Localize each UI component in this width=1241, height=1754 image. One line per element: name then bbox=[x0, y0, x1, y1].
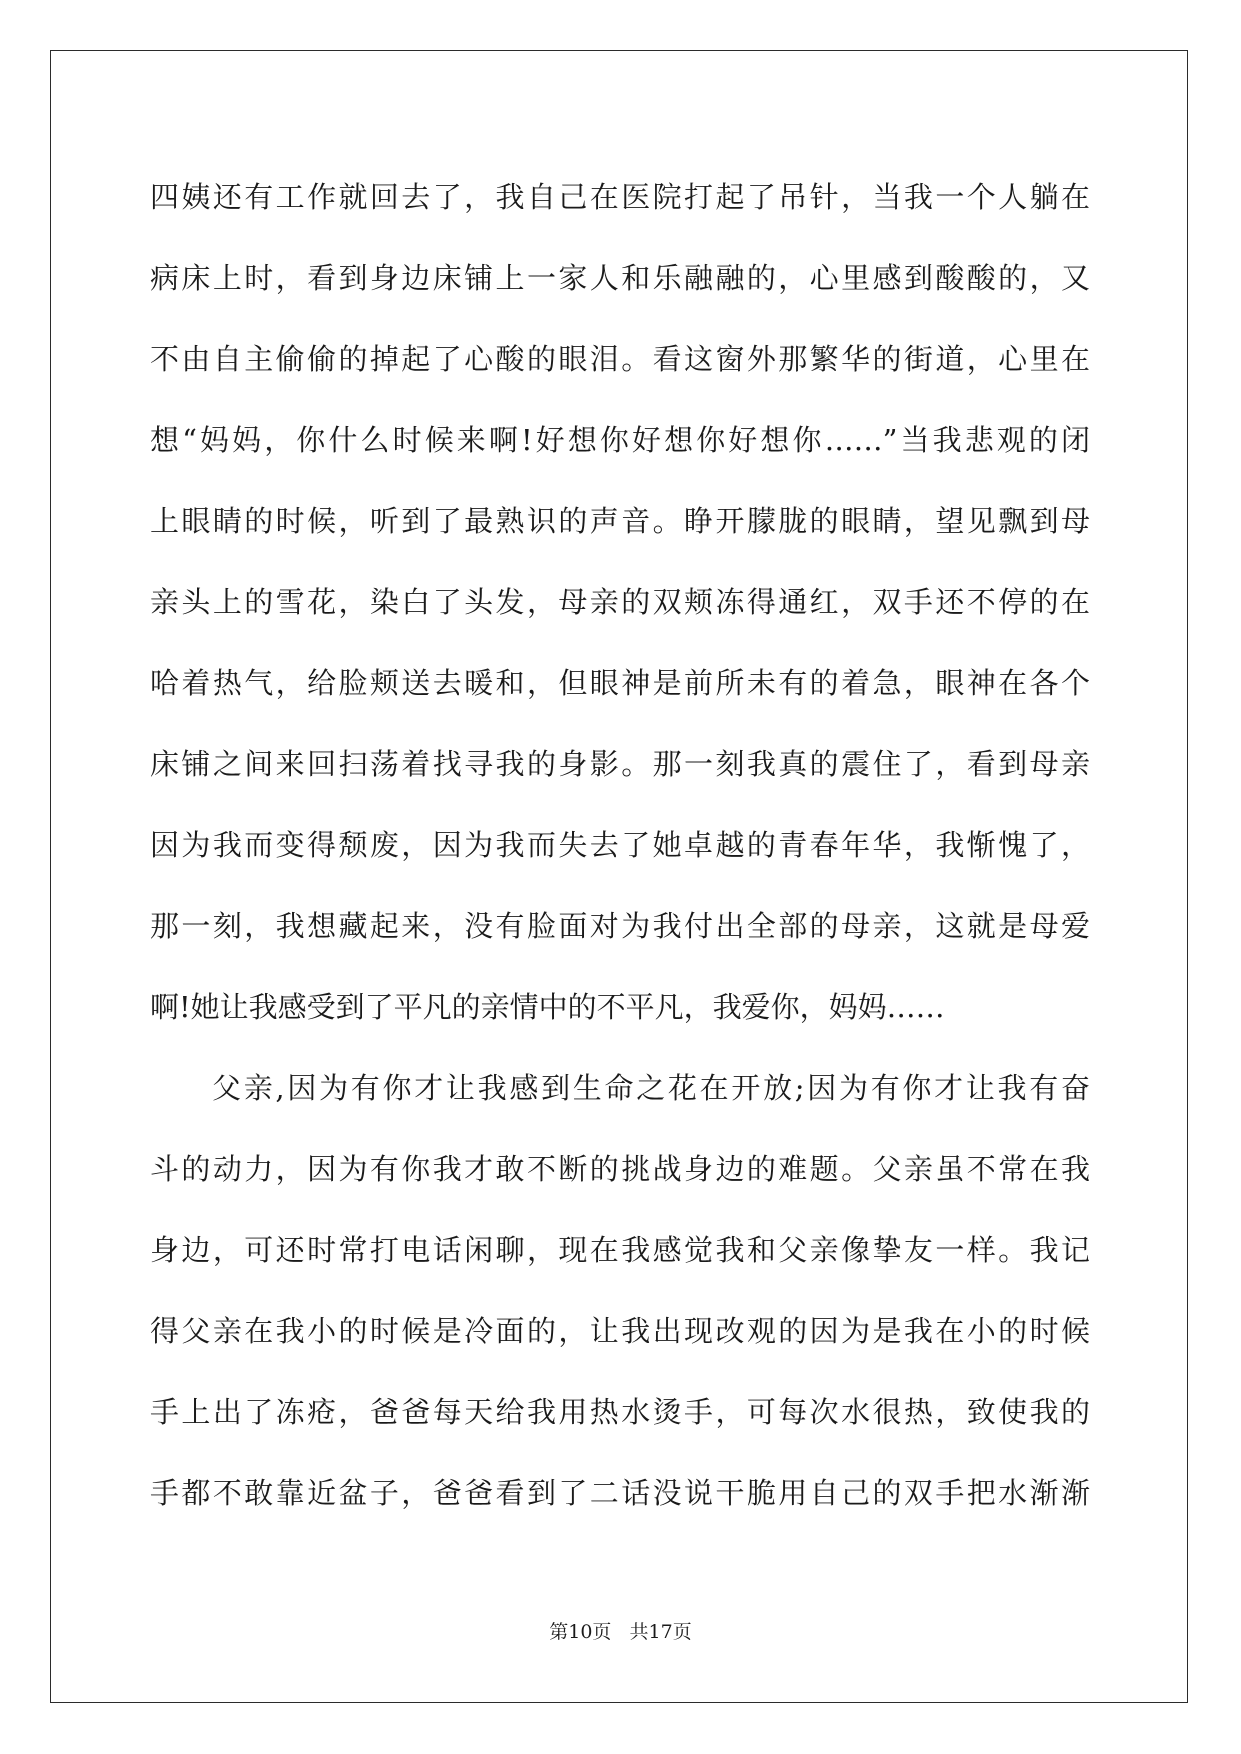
text-line: 亲头上的雪花，染白了头发，母亲的双颊冻得通红，双手还不停的在 bbox=[150, 585, 1090, 619]
text-line: 床铺之间来回扫荡着找寻我的身影。那一刻我真的震住了，看到母亲 bbox=[150, 747, 1090, 781]
text-line: 身边，可还时常打电话闲聊，现在我感觉我和父亲像挚友一样。我记 bbox=[150, 1233, 1090, 1267]
text-line: 啊!她让我感受到了平凡的亲情中的不平凡，我爱你，妈妈…… bbox=[150, 990, 945, 1024]
text-line: 病床上时，看到身边床铺上一家人和乐融融的，心里感到酸酸的，又 bbox=[150, 261, 1090, 295]
text-line: 上眼睛的时候，听到了最熟识的声音。睁开朦胧的眼睛，望见飘到母 bbox=[150, 504, 1090, 538]
text-line: 手上出了冻疮，爸爸每天给我用热水烫手，可每次水很热，致使我的 bbox=[150, 1395, 1090, 1429]
text-line: 哈着热气，给脸颊送去暖和，但眼神是前所未有的着急，眼神在各个 bbox=[150, 666, 1090, 700]
text-line: 想“妈妈，你什么时候来啊!好想你好想你好想你……”当我悲观的闭 bbox=[150, 423, 1090, 457]
document-body bbox=[150, 157, 1090, 1534]
page-number-footer: 第10页 共17页 bbox=[549, 1621, 692, 1643]
text-line: 那一刻，我想藏起来，没有脸面对为我付出全部的母亲，这就是母爱 bbox=[150, 909, 1090, 943]
text-line: 斗的动力，因为有你我才敢不断的挑战身边的难题。父亲虽不常在我 bbox=[150, 1152, 1090, 1186]
text-line: 手都不敢靠近盆子，爸爸看到了二话没说干脆用自己的双手把水渐渐 bbox=[150, 1476, 1090, 1510]
text-line: 得父亲在我小的时候是冷面的，让我出现改观的因为是我在小的时候 bbox=[150, 1314, 1090, 1348]
text-line: 因为我而变得颓废，因为我而失去了她卓越的青春年华，我惭愧了， bbox=[150, 828, 1090, 862]
text-line: 不由自主偷偷的掉起了心酸的眼泪。看这窗外那繁华的街道，心里在 bbox=[150, 342, 1090, 376]
text-line: 四姨还有工作就回去了，我自己在医院打起了吊针，当我一个人躺在 bbox=[150, 180, 1090, 214]
text-line: 父亲,因为有你才让我感到生命之花在开放;因为有你才让我有奋 bbox=[212, 1071, 1090, 1105]
